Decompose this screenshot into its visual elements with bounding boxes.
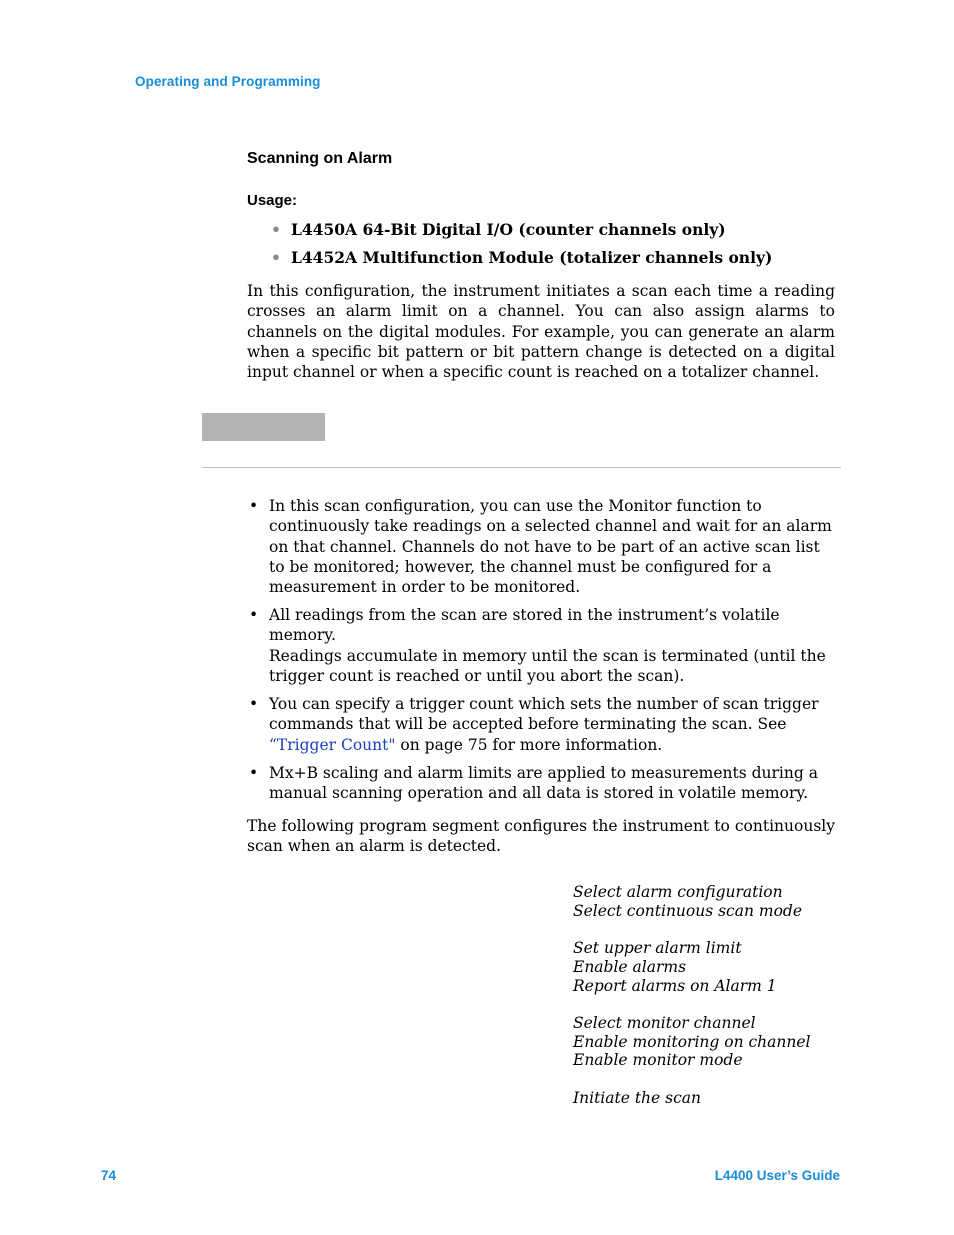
intro-paragraph: In this configuration, the instrument initiates a scan each time a reading crosses an alarm limit on a channel. You can also assign alarms to channels on the digital modules. For example, you can generate an alarm when a specific bit pattern or bit pattern change is detected on a digital input channel or when a specific count is reached on a totalizer channel. bbox=[247, 282, 835, 382]
note-item bbox=[249, 496, 835, 597]
divider bbox=[202, 467, 841, 468]
usage-item-text: L4450A 64-Bit Digital I/O (counter channels only) bbox=[291, 220, 726, 239]
program-intro-paragraph: The following program segment configures the instrument to continuously scan when an alarm is detected. bbox=[247, 817, 835, 856]
note-text: All readings from the scan are stored in the instrument’s volatile memory. bbox=[269, 606, 780, 645]
bullet-icon: • bbox=[249, 497, 259, 515]
note-item bbox=[249, 605, 835, 686]
bullet-icon: • bbox=[271, 248, 281, 267]
code-comment: Initiate the scan bbox=[573, 1088, 701, 1107]
note-text-after: on page 75 for more information. bbox=[395, 735, 663, 754]
code-comment: Enable monitor mode bbox=[573, 1051, 743, 1070]
note-item bbox=[249, 763, 835, 804]
note-text: Readings accumulate in memory until the scan is terminated (until the trigger count is reached or until you abort the scan). bbox=[269, 646, 826, 685]
code-comment: Select alarm configuration bbox=[573, 883, 783, 901]
code-comment: Enable alarms bbox=[573, 957, 687, 976]
note-item bbox=[249, 694, 835, 755]
code-comment: Set upper alarm limit bbox=[573, 939, 742, 958]
trigger-count-link[interactable]: “Trigger Count" bbox=[269, 735, 396, 754]
note-text-before: You can specify a trigger count which sets the number of scan trigger commands that will be accepted before terminating the scan. See bbox=[269, 695, 819, 734]
note-text bbox=[269, 694, 835, 755]
code-comment: Select continuous scan mode bbox=[573, 901, 803, 920]
code-comment: Enable monitoring on channel bbox=[573, 1032, 811, 1051]
usage-item-l4450a bbox=[271, 220, 726, 239]
note-text: Mx+B scaling and alarm limits are applied to measurements during a manual scanning operation and all data is stored in volatile memory. bbox=[269, 764, 818, 803]
guide-title: L4400 User’s Guide bbox=[714, 1168, 840, 1183]
note-text: In this scan configuration, you can use the Monitor function to continuously take readings on a selected channel and wait for an alarm on that channel. Channels do not have to be part of an active scan list to be monitored; however, the channel must be configured for a measurement in order to be monitored. bbox=[269, 497, 832, 597]
code-comment bbox=[573, 1070, 811, 1089]
code-comments bbox=[573, 883, 811, 1107]
bullet-icon: • bbox=[249, 606, 259, 624]
bullet-icon: • bbox=[249, 695, 259, 713]
usage-label: Usage: bbox=[247, 192, 298, 209]
note-label-box bbox=[202, 413, 325, 441]
running-header: Operating and Programming bbox=[135, 74, 321, 89]
page-number: 74 bbox=[101, 1168, 117, 1183]
code-comment: Select monitor channel bbox=[573, 1013, 756, 1032]
bullet-icon: • bbox=[249, 764, 259, 782]
section-title: Scanning on Alarm bbox=[247, 150, 393, 167]
bullet-icon: • bbox=[271, 220, 281, 239]
usage-item-text: L4452A Multifunction Module (totalizer channels only) bbox=[291, 248, 773, 267]
code-comment: Report alarms on Alarm 1 bbox=[573, 976, 777, 995]
usage-item-l4452a bbox=[271, 248, 772, 267]
code-comment bbox=[573, 995, 811, 1014]
code-comment bbox=[573, 920, 811, 939]
